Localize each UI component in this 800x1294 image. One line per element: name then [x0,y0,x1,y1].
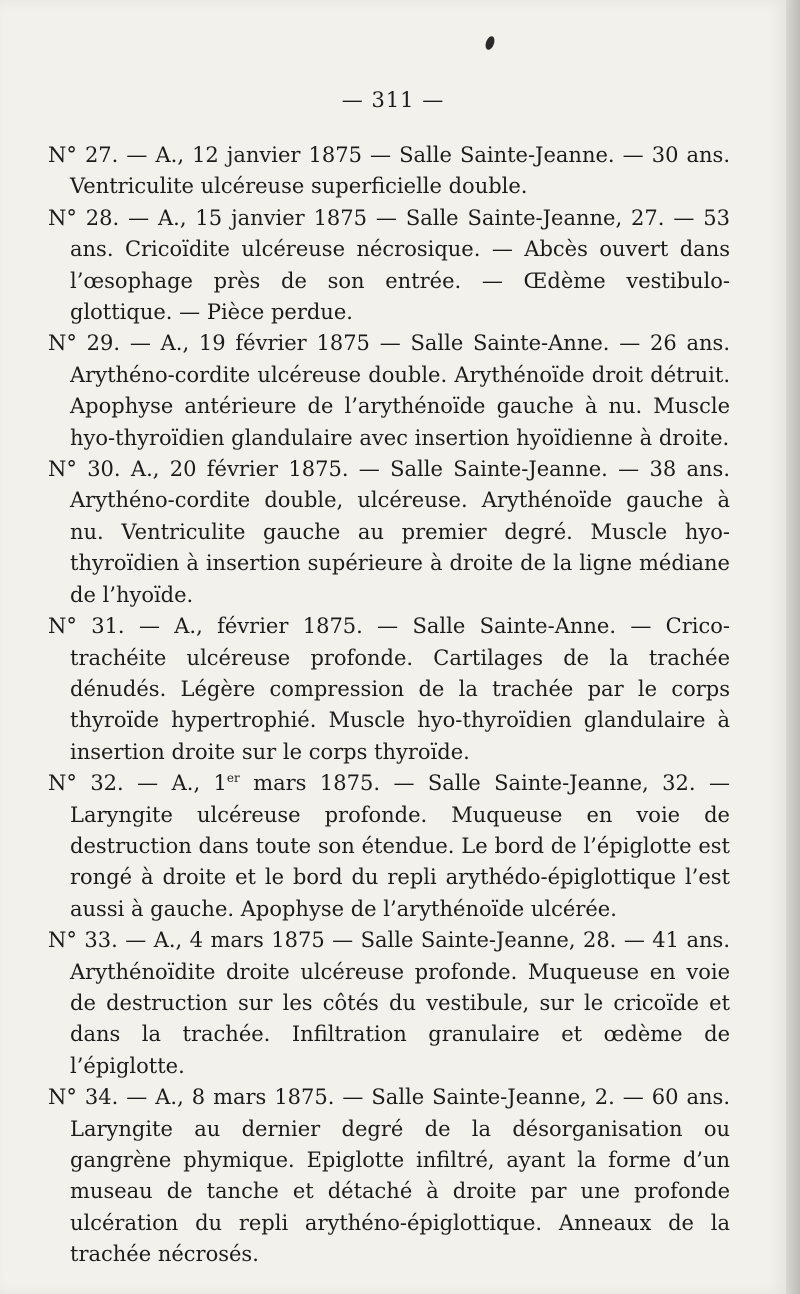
case-number: N° 33. [48,928,118,953]
case-entry-34 [48,1082,730,1270]
case-text: A., 20 février 1875. — Salle Sainte-Jeanne. — 38 ans. Arythéno-cordite double, ulcéreuse. Arythénoïde gauche à nu. Ventriculite gauche au premier degré. Muscle hyo-thyroïdien à insertion supérieure à droite de la ligne médiane de l’hyoïde. [70,457,730,607]
case-entry-28 [48,203,730,329]
page-number: — 311 — [341,88,445,112]
case-number: N° 32. [48,771,124,796]
case-text: mars 1875. — Salle Sainte-Jeanne, 32. — Laryngite ulcéreuse profonde. Muqueuse en voie de destruction dans toute son étendue. Le bord de l’épiglotte est rongé à droite et le bord du repli arythédo-épiglottique l’est aussi à gauche. Apophyse de l’arythénoïde ulcérée. [70,771,731,921]
case-entry-27 [48,140,730,203]
case-number: N° 31. [48,614,125,639]
case-entry-33 [48,925,730,1082]
case-text: — A., février 1875. — Salle Sainte-Anne. — Crico-trachéite ulcéreuse profonde. Cartilages de la trachée dénudés. Légère compression de la trachée par le corps thyroïde hypertrophié. Muscle hyo-thyroïdien glandulaire à insertion droite sur le corps thyroïde. [70,614,731,764]
case-text: — A., 12 janvier 1875 — Salle Sainte-Jeanne. — 30 ans. Ventriculite ulcéreuse superficielle double. [70,143,730,199]
case-entry-29 [48,328,730,454]
ordinal-superscript: er [226,771,240,786]
case-entry-31 [48,611,730,768]
case-entry-32 [48,768,730,925]
page-edge [786,0,800,1294]
case-number: N° 28. [48,205,120,230]
case-number: N° 27. [48,143,119,167]
case-text: — A., 8 mars 1875. — Salle Sainte-Jeanne, 2. — 60 ans. Laryngite au dernier degré de la désorganisation ou gangrène phymique. Epiglotte infiltré, ayant la forme d’un museau de tanche et détaché à droite par une profonde ulcération du repli arythéno-épiglottique. Anneaux de la trachée nécrosés. [70,1085,730,1267]
ink-speck [484,35,496,51]
case-number: N° 34. [48,1085,119,1110]
case-number: N° 30. [48,457,121,482]
case-entry-30 [48,454,730,611]
case-number: N° 29. [48,331,121,356]
case-text: — A., 4 mars 1875 — Salle Sainte-Jeanne, 28. — 41 ans. Arythénoïdite droite ulcéreuse profonde. Muqueuse en voie de destruction sur les côtés du vestibule, sur le cricoïde et dans la trachée. Infiltration granulaire et œdème de l’épiglotte. [70,928,730,1078]
case-entries [48,140,730,1271]
case-text: — A., 15 janvier 1875 — Salle Sainte-Jeanne, 27. — 53 ans. Cricoïdite ulcéreuse nécrosique. — Abcès ouvert dans l’œsophage près de son entrée. — Œdème vestibulo-glottique. — Pièce perdue. [70,205,730,325]
case-text-start: — A., 1 [123,771,227,796]
case-text: — A., 19 février 1875 — Salle Sainte-Anne. — 26 ans. Arythéno-cordite ulcéreuse double. Arythénoïde droit détruit. Apophyse antérieure de l’arythénoïde gauche à nu. Muscle hyo-thyroïdien glandulaire avec insertion hyoïdienne à droite. [70,331,731,450]
